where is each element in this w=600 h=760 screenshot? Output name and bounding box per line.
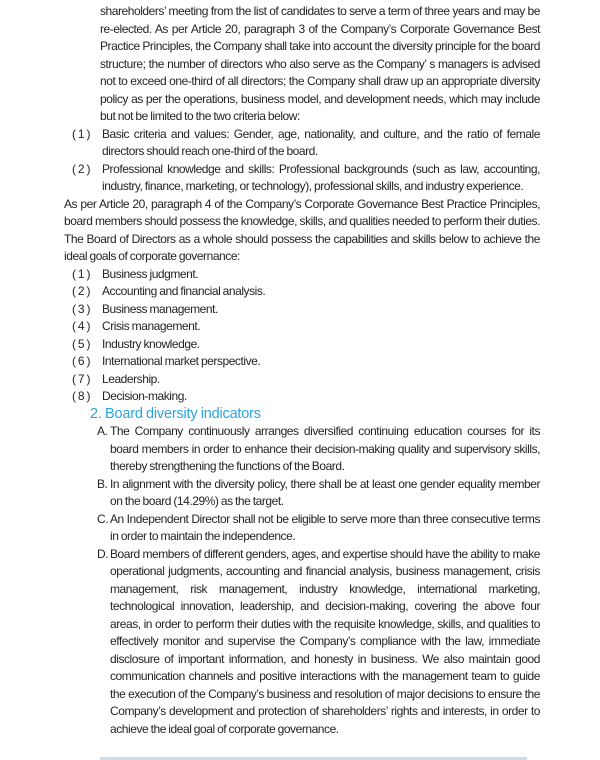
capability-item-5 (72, 336, 540, 354)
indicator-item-b-text: In alignment with the diversity policy, there shall be at least one gender equality member on the board (14.29%) as the target. (110, 476, 540, 508)
capability-item-5-text: Industry knowledge. (102, 336, 200, 351)
criteria-item-1-text: Basic criteria and values: Gender, age, nationality, and culture, and the ratio of female directors should reach one-third of the board. (102, 126, 540, 158)
capability-item-7 (72, 371, 540, 389)
capability-item-2 (72, 283, 540, 301)
intro-paragraph: shareholders’ meeting from the list of candidates to serve a term of three years and may be re-elected. As per Article 20, paragraph 3 of the Company’s Corporate Governance Best Practice Principles, the Company shall take into account the diversity principle for the board structure; the number of directors who also serve as the Company’ s managers is advised not to exceed one-third of all directors; the Company shall draw up an appropriate diversity policy as per the operations, business model, and development needs, which may include but not be limited to the two criteria below: (100, 4, 540, 123)
capability-item-5-marker: ( 5 ) (72, 336, 91, 351)
indicator-item-a-text: The Company continuously arranges diversified continuing education courses for its board members in order to enhance their decision-making quality and supervisory skills, thereby strengthening the functions of the Board. (110, 424, 540, 473)
indicator-item-d-marker: D. (97, 546, 109, 561)
capability-item-3 (72, 301, 540, 319)
capability-item-4 (72, 318, 540, 336)
capability-item-1-text: Business judgment. (102, 266, 199, 281)
capability-item-3-text: Business management. (102, 301, 218, 316)
capability-item-8-marker: ( 8 ) (72, 389, 91, 403)
capability-item-7-text: Leadership. (102, 371, 160, 386)
indicator-item-d (97, 546, 540, 739)
capability-item-2-text: Accounting and financial analysis. (102, 284, 266, 298)
capability-item-6-marker: ( 6 ) (72, 354, 91, 368)
criteria-item-1 (72, 126, 540, 161)
criteria-item-1-marker: ( 1 ) (72, 126, 91, 141)
criteria-item-2-text: Professional knowledge and skills: Professional backgrounds (such as law, accounting, industry, finance, marketing, or technology), professional skills, and industry experience. (102, 161, 540, 193)
capability-item-2-marker: ( 2 ) (72, 284, 91, 298)
capability-item-6 (72, 353, 540, 371)
indicator-item-c-text: An Independent Director shall not be eligible to serve more than three consecutive terms in order to maintain the independence. (110, 511, 540, 543)
capability-item-8-text: Decision-making. (102, 389, 187, 403)
capability-item-4-marker: ( 4 ) (72, 319, 91, 333)
capability-item-1-marker: ( 1 ) (72, 266, 91, 281)
criteria-item-2-marker: ( 2 ) (72, 161, 91, 176)
indicator-item-a-marker: A. (97, 424, 108, 438)
capability-item-8 (72, 388, 540, 406)
capability-item-4-text: Crisis management. (102, 319, 201, 333)
capability-item-7-marker: ( 7 ) (72, 371, 91, 386)
capability-item-3-marker: ( 3 ) (72, 301, 91, 316)
indicator-item-d-text: Board members of different genders, ages, and expertise should have the ability to make operational judgments, accounting and financial analysis, business management, crisis management, risk management, industry knowledge, international marketing, technological innovation, leadership, and decision-making, covering the above four areas, in order to perform their duties with the requisite knowledge, skills, and qualities to effectively monitor and supervise the Company’s compliance with the law, immediate disclosure of important information, and honesty in business. We also maintain good communication channels and positive interactions with the management team to guide the execution of the Company’s business and resolution of major decisions to ensure the Company’s development and protection of shareholders’ rights and interests, in order to achieve the ideal goal of corporate governance. (110, 546, 540, 736)
indicator-item-b (97, 476, 540, 511)
indicator-item-a (97, 423, 540, 476)
indicator-item-c-marker: C. (97, 511, 109, 526)
capability-item-6-text: International market perspective. (102, 354, 261, 368)
indicator-item-c (97, 511, 540, 546)
section-heading-board-diversity-indicators: 2. Board diversity indicators (90, 405, 261, 422)
criteria-item-2 (72, 161, 540, 196)
indicator-item-b-marker: B. (97, 476, 108, 491)
capability-item-1 (72, 266, 540, 284)
article-paragraph: As per Article 20, paragraph 4 of the Company’s Corporate Governance Best Practice Principles, board members should possess the knowledge, skills, and qualities needed to perform their duties. The Board of Directors as a whole should possess the capabilities and skills below to achieve the ideal goals of corporate governance: (64, 196, 540, 263)
